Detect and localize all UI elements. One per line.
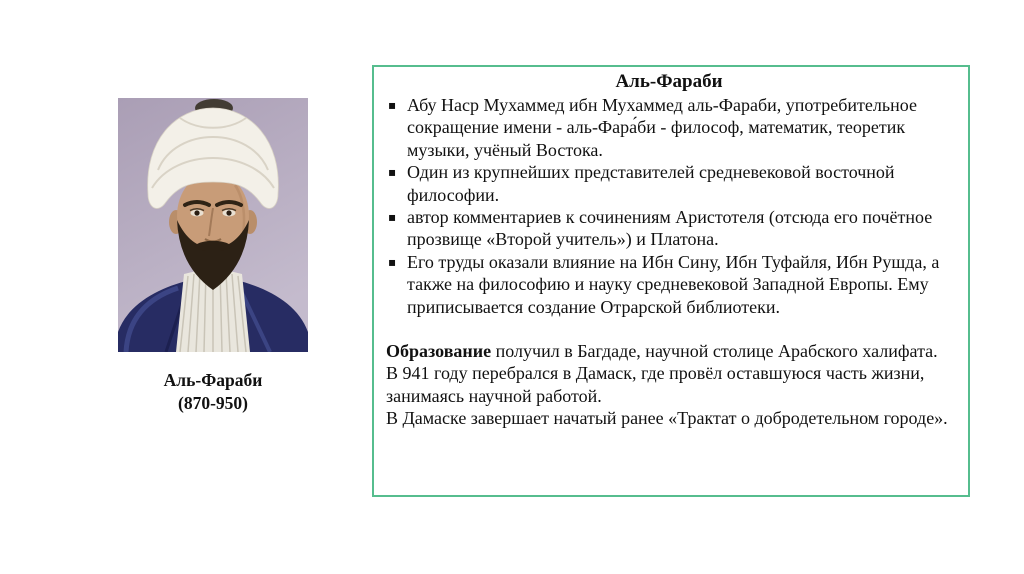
infobox-title: Аль-Фараби xyxy=(615,71,723,92)
infobox xyxy=(372,65,970,497)
paragraph-text: получил в Багдаде, научной столице Арабского халифата. xyxy=(491,341,938,362)
bullet-item xyxy=(386,251,952,318)
info-paragraph xyxy=(386,362,952,407)
paragraph-bold-lead: Образование xyxy=(386,341,492,362)
bullet-item xyxy=(386,94,952,161)
portrait-image xyxy=(118,98,308,352)
info-paragraph xyxy=(386,340,952,362)
bullet-text: Его труды оказали влияние на Ибн Сину, Ибн Туфайля, Ибн Рушда, а также на философию и науку средневековой Западной Европы. Ему приписывается создание Отрарской библиотеки. xyxy=(407,251,940,317)
square-bullet-icon xyxy=(388,161,396,183)
paragraph-text: В 941 году перебрался в Дамаск, где провёл оставшуюся часть жизни, занимаясь научной работой. xyxy=(386,363,925,406)
portrait-caption xyxy=(103,369,323,415)
portrait-caption-name: Аль-Фараби xyxy=(163,370,263,390)
bullet-text: автор комментариев к сочинениям Аристотеля (отсюда его почётное прозвище «Второй учитель») и Платона. xyxy=(407,207,933,250)
bullet-text: Один из крупнейших представителей средневековой восточной философии. xyxy=(407,162,895,205)
portrait-caption-years: (870-950) xyxy=(178,393,248,413)
info-paragraph xyxy=(386,407,952,429)
al-farabi-portrait-art xyxy=(118,98,308,352)
bullet-list xyxy=(386,94,952,318)
paragraph-text: В Дамаске завершает начатый ранее «Трактат о добродетельном городе». xyxy=(386,408,948,429)
bullet-text: Абу Наср Мухаммед ибн Мухаммед аль-Фараби, употребительное сокращение имени - аль-Фара́би - философ, математик, теоретик музыки, учёный Востока. xyxy=(407,95,917,160)
paragraph-list xyxy=(386,340,952,430)
square-bullet-icon xyxy=(388,251,396,273)
spacer xyxy=(386,318,952,340)
bullet-item xyxy=(386,206,952,251)
square-bullet-icon xyxy=(388,206,396,228)
bullet-item xyxy=(386,161,952,206)
square-bullet-icon xyxy=(388,94,396,116)
